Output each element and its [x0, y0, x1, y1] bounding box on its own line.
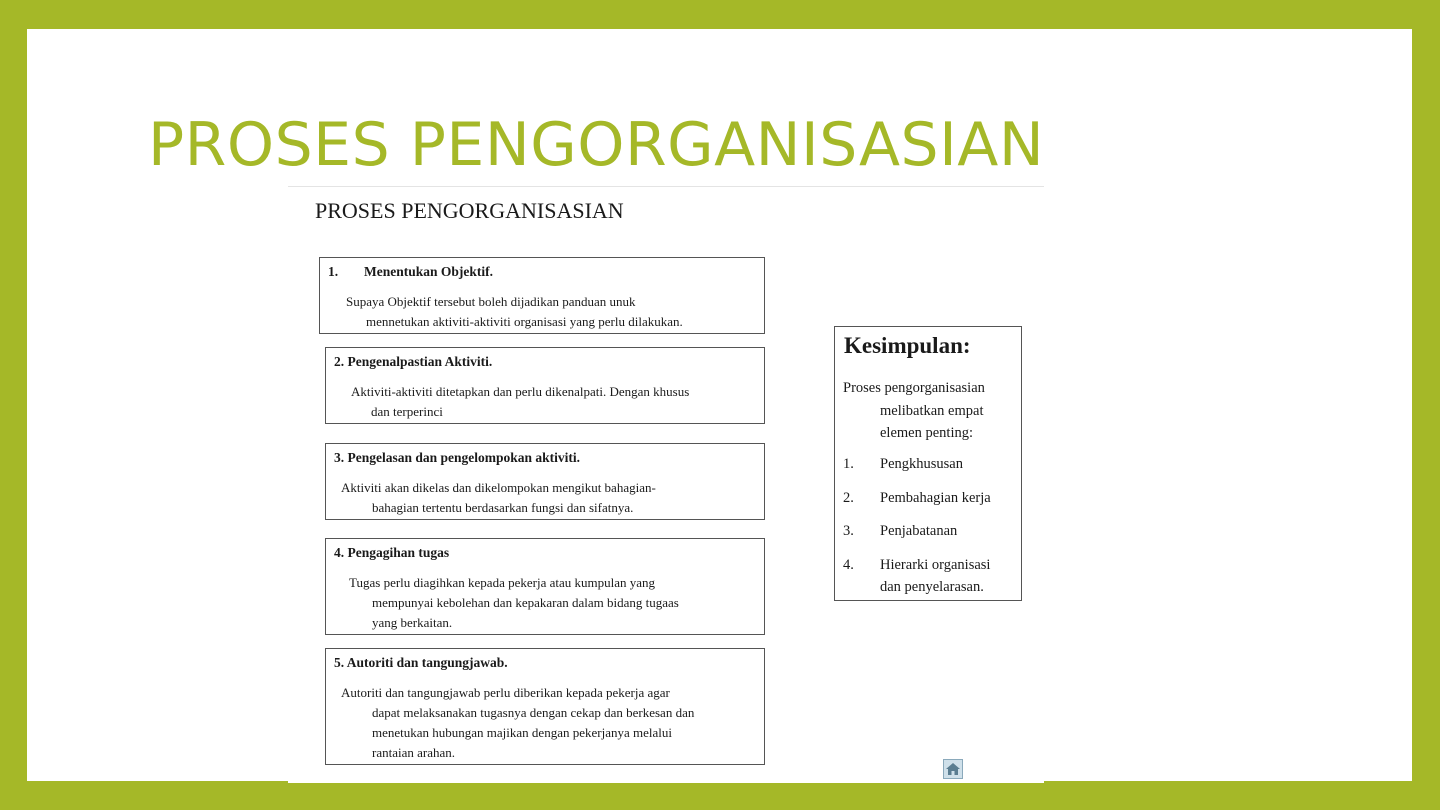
summary-box	[834, 326, 1022, 601]
summary-item-text	[880, 554, 990, 598]
summary-item-text: Pembahagian kerja	[880, 489, 991, 506]
step-body	[351, 382, 689, 422]
step-title: 4. Pengagihan tugas	[334, 545, 450, 560]
summary-intro	[843, 377, 985, 445]
step-line: dan terperinci	[371, 404, 443, 419]
step-body	[341, 683, 694, 763]
slide-title: PROSES PENGORGANISASIAN	[148, 110, 1045, 180]
figure-heading: PROSES PENGORGANISASIAN	[315, 198, 624, 223]
step-line: rantaian arahan.	[372, 745, 456, 760]
summary-intro-line: elemen penting:	[880, 425, 974, 441]
summary-item-line: Hierarki organisasi	[880, 556, 991, 573]
summary-intro-line: Proses pengorganisasian	[843, 380, 985, 396]
step-title: 2. Pengenalpastian Aktiviti.	[334, 354, 493, 369]
step-line: mempunyai kebolehan dan kepakaran dalam bidang tugaas	[372, 595, 679, 610]
summary-intro-line: melibatkan empat	[880, 402, 984, 419]
step-line: bahagian tertentu berdasarkan fungsi dan sifatnya.	[372, 500, 634, 515]
summary-item-text: Penjabatanan	[880, 523, 958, 539]
home-icon-glyph	[944, 760, 962, 778]
step-title: 3. Pengelasan dan pengelompokan aktiviti.	[334, 450, 581, 465]
step-line: Autoriti dan tangungjawab perlu diberikan kepada pekerja agar	[341, 685, 670, 700]
step-number: 1.	[328, 264, 339, 279]
step-line: Supaya Objektif tersebut boleh dijadikan panduan unuk	[346, 294, 636, 309]
step-line: Aktiviti akan dikelas dan dikelompokan mengikut bahagian-	[341, 480, 656, 495]
step-line: Aktiviti-aktiviti ditetapkan dan perlu dikenalpati. Dengan khusus	[351, 384, 690, 399]
step-line: dapat melaksanakan tugasnya dengan cekap dan berkesan dan	[372, 705, 695, 720]
step-box-1	[319, 257, 765, 334]
summary-item-text: Pengkhususan	[880, 456, 963, 472]
summary-item-line: dan penyelarasan.	[880, 578, 984, 595]
step-title: 5. Autoriti dan tangungjawab.	[334, 655, 508, 670]
step-body	[346, 292, 683, 332]
home-icon[interactable]	[943, 759, 963, 779]
step-line: mennetukan aktiviti-aktiviti organisasi yang perlu dilakukan.	[366, 314, 683, 329]
step-box-2	[325, 347, 765, 424]
scanned-figure	[288, 186, 1044, 783]
step-line: yang berkaitan.	[372, 615, 453, 630]
step-body	[349, 573, 679, 633]
step-body	[341, 478, 656, 518]
summary-item-number: 3.	[843, 523, 854, 539]
summary-heading: Kesimpulan:	[844, 333, 971, 358]
summary-item-number: 4.	[843, 556, 854, 573]
step-box-3	[325, 443, 765, 520]
step-box-5	[325, 648, 765, 765]
step-title: Menentukan Objektif.	[364, 264, 494, 279]
step-box-4	[325, 538, 765, 635]
summary-item-number: 2.	[843, 489, 854, 506]
step-line: Tugas perlu diagihkan kepada pekerja atau kumpulan yang	[349, 575, 656, 590]
step-line: menetukan hubungan majikan dengan pekerjanya melalui	[372, 725, 672, 740]
summary-item-number: 1.	[843, 456, 854, 472]
